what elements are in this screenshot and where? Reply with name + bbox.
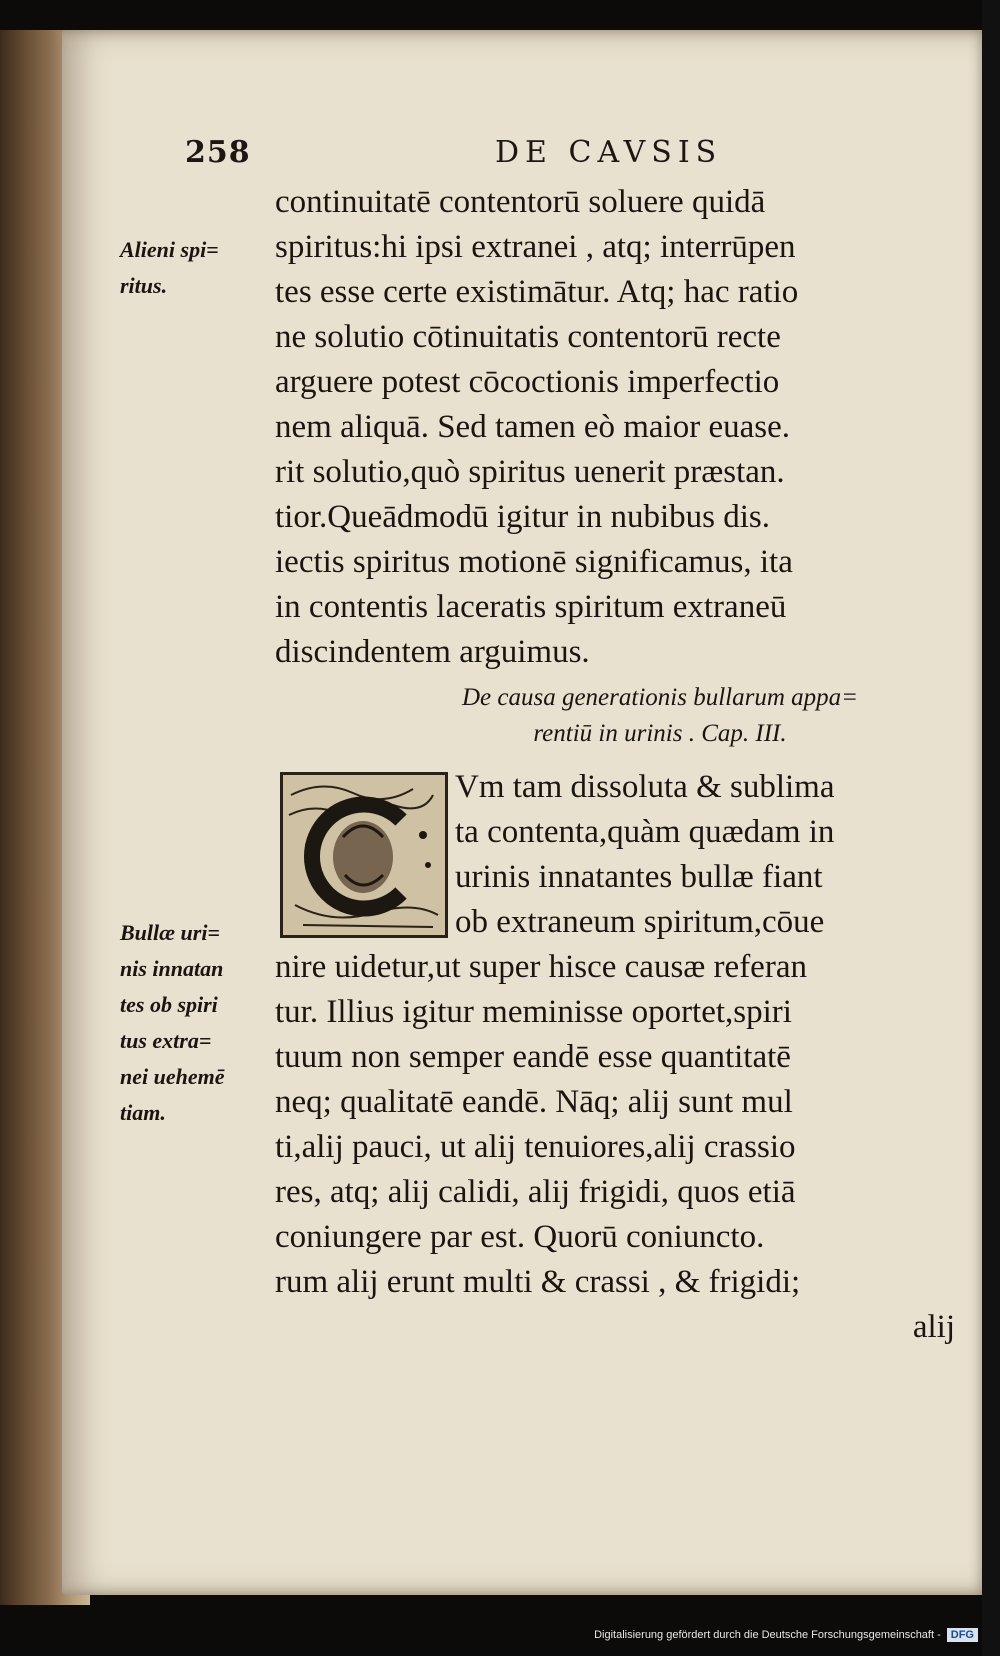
footer-text: Digitalisierung gefördert durch die Deutsche Forschungsgemeinschaft - — [594, 1629, 941, 1641]
text-line: spiritus:hi ipsi extranei , atq; interrūpen — [275, 229, 796, 265]
chapter-heading — [360, 680, 960, 752]
text-line: rum alij erunt multi & crassi , & frigidi; — [275, 1264, 801, 1300]
margin-line: Bullæ uri= — [120, 920, 220, 945]
running-title: DE CAVSIS — [495, 135, 723, 170]
text-line: ta contenta,quàm quædam in — [455, 814, 835, 850]
text-line: ob extraneum spiritum,cōue — [455, 904, 825, 940]
text-block-2 — [275, 945, 955, 1350]
margin-line: tus extra= — [120, 1028, 212, 1053]
margin-note-alieni — [120, 232, 270, 304]
margin-line: tiam. — [120, 1100, 166, 1125]
margin-line: nis innatan — [120, 956, 224, 981]
woodcut-initial-icon — [283, 775, 445, 935]
text-line: nem aliquā. Sed tamen eò maior euase. — [275, 409, 790, 445]
text-line: rit solutio,quò spiritus uenerit præstan. — [275, 454, 785, 490]
scan-border — [982, 0, 1000, 1656]
text-block-2-initial-lines — [455, 765, 955, 945]
text-line: coniungere par est. Quorū coniuncto. — [275, 1219, 765, 1255]
text-line: Vm tam dissoluta & sublima — [455, 769, 835, 805]
dfg-logo: DFG — [947, 1628, 978, 1642]
margin-line: ritus. — [120, 273, 168, 298]
heading-line: De causa generationis bullarum appa= — [461, 684, 858, 711]
margin-note-bullae — [120, 915, 270, 1131]
text-line: nire uidetur,ut super hisce causæ referan — [275, 949, 807, 985]
text-line: discindentem arguimus. — [275, 634, 590, 670]
text-line: res, atq; alij calidi, alij frigidi, quos etiā — [275, 1174, 796, 1210]
text-line: tior.Queādmodū igitur in nubibus dis. — [275, 499, 770, 535]
text-line: iectis spiritus motionē significamus, ita — [275, 544, 793, 580]
margin-line: tes ob spiri — [120, 992, 218, 1017]
text-block-1 — [275, 180, 955, 675]
text-line: ne solutio cōtinuitatis contentorū recte — [275, 319, 781, 355]
text-line: tur. Illius igitur meminisse oportet,spiri — [275, 994, 792, 1030]
text-line: neq; qualitatē eandē. Nāq; alij sunt mul — [275, 1084, 793, 1120]
text-line: urinis innatantes bullæ fiant — [455, 859, 823, 895]
digitization-footer — [594, 1624, 978, 1646]
text-line: in contentis laceratis spiritum extraneū — [275, 589, 787, 625]
text-line: tuum non semper eandē esse quantitatē — [275, 1039, 791, 1075]
margin-line: Alieni spi= — [120, 237, 219, 262]
decorated-initial-c — [280, 772, 448, 938]
text-line: tes esse certe existimātur. Atq; hac ratio — [275, 274, 799, 310]
text-line: arguere potest cōcoctionis imperfectio — [275, 364, 780, 400]
page-number: 258 — [185, 135, 251, 170]
text-line: continuitatē contentorū soluere quidā — [275, 184, 766, 220]
page-header — [185, 135, 785, 175]
heading-line: rentiū in urinis . Cap. III. — [533, 720, 787, 747]
catchword: alij — [912, 1309, 955, 1345]
margin-line: nei uehemē — [120, 1064, 225, 1089]
text-line: ti,alij pauci, ut alij tenuiores,alij crassio — [275, 1129, 796, 1165]
